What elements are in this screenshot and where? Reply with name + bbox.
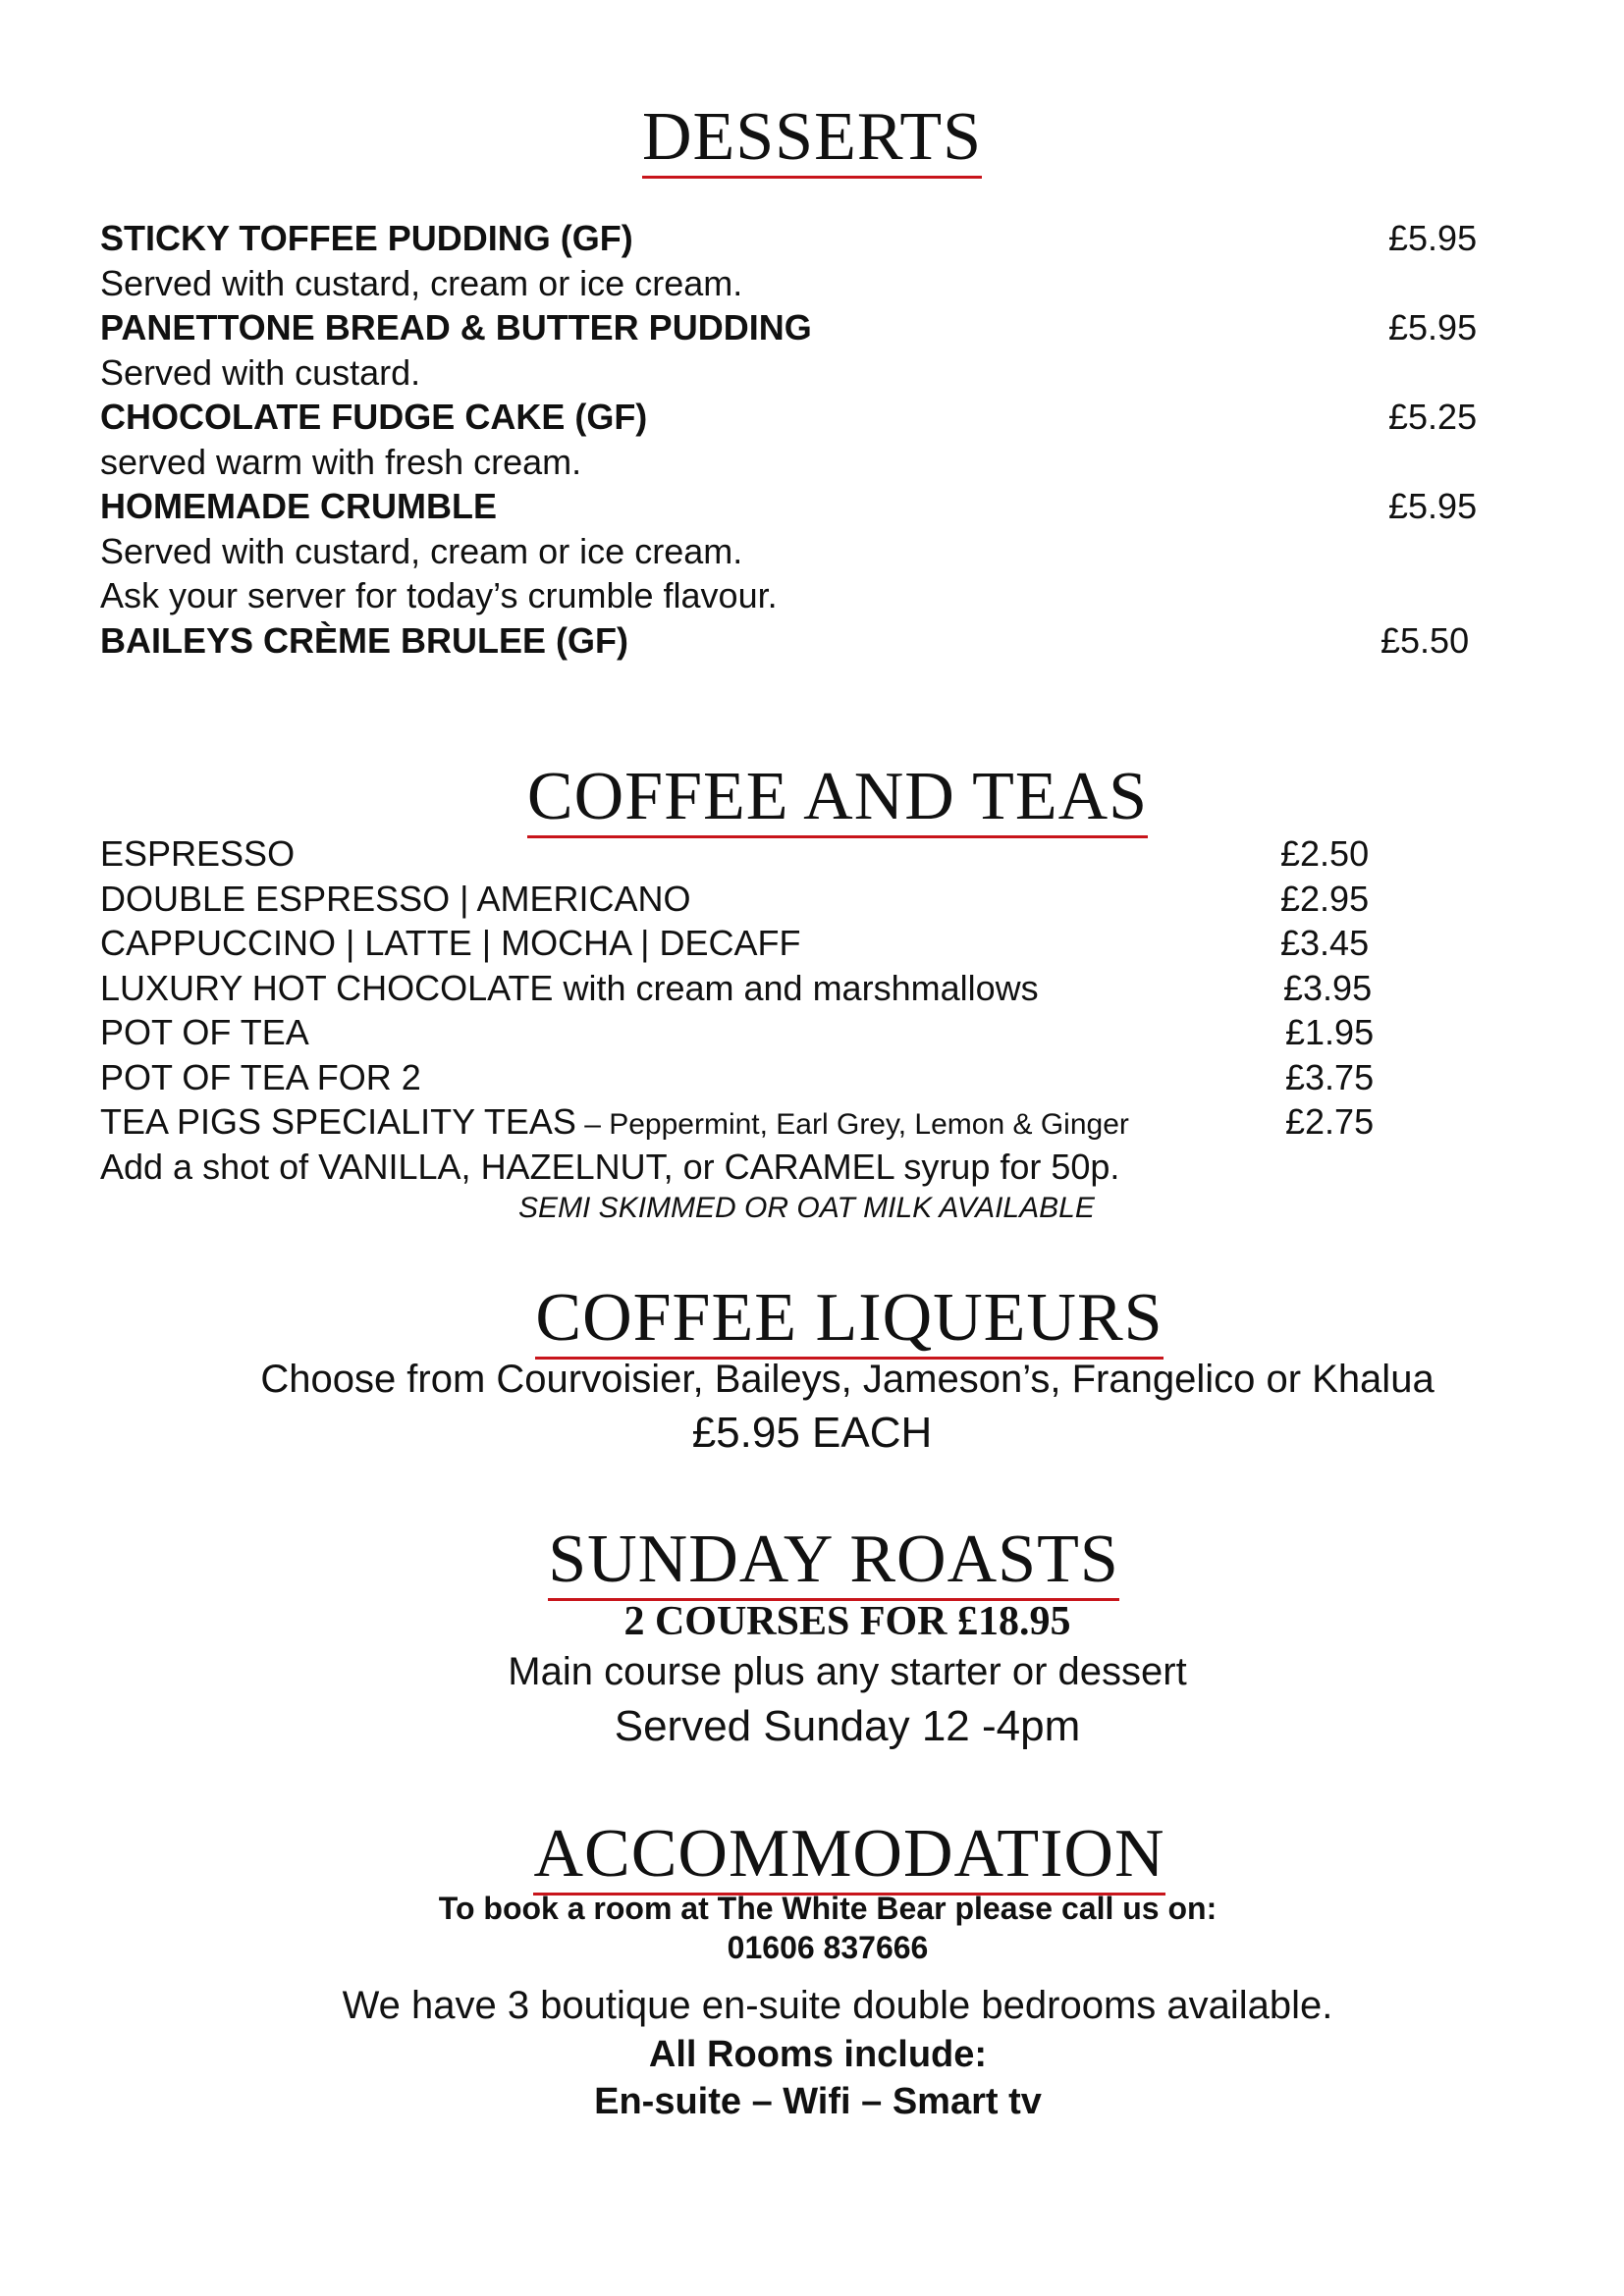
- roasts-heading: SUNDAY ROASTS: [22, 1521, 1624, 1601]
- dessert-item-name: CHOCOLATE FUDGE CAKE (GF): [100, 397, 648, 437]
- dessert-item-price: £5.95: [1388, 218, 1478, 258]
- coffee-item-extra: with cream and marshmallows: [553, 968, 1039, 1008]
- milk-note: SEMI SKIMMED OR OAT MILK AVAILABLE: [518, 1192, 1095, 1224]
- coffee-item-price: £2.75: [1285, 1101, 1375, 1142]
- accommodation-book: To book a room at The White Bear please call us on:: [438, 1891, 1218, 1926]
- roasts-desc: Main course plus any starter or dessert: [508, 1650, 1187, 1693]
- coffee-item-name: CAPPUCCINO | LATTE | MOCHA | DECAFF: [100, 923, 801, 963]
- coffee-item-name: DOUBLE ESPRESSO | AMERICANO: [100, 879, 691, 919]
- coffee-item-name: [100, 968, 1039, 1008]
- syrup-note: Add a shot of VANILLA, HAZELNUT, or CARAMEL syrup for 50p.: [100, 1147, 1120, 1187]
- dessert-item-name: PANETTONE BREAD & BUTTER PUDDING: [100, 307, 812, 347]
- coffee-item-price: £1.95: [1285, 1012, 1375, 1052]
- liqueurs-price: £5.95 EACH: [691, 1409, 933, 1457]
- coffee-item-name: [100, 1101, 1129, 1142]
- coffee-item-main: TEA PIGS SPECIALITY TEAS: [100, 1101, 576, 1142]
- dessert-item-desc: served warm with fresh cream.: [100, 442, 582, 482]
- roasts-offer: 2 COURSES FOR £18.95: [623, 1599, 1071, 1644]
- coffee-item-price: £2.50: [1280, 833, 1370, 874]
- dessert-item-desc: Served with custard.: [100, 352, 421, 393]
- coffee-item-name: POT OF TEA FOR 2: [100, 1057, 421, 1097]
- dessert-item-desc: Ask your server for today’s crumble flavour.: [100, 575, 778, 615]
- dessert-item-price: £5.95: [1388, 307, 1478, 347]
- dessert-item-name: HOMEMADE CRUMBLE: [100, 486, 497, 526]
- dessert-item-price: £5.50: [1380, 620, 1470, 661]
- coffee-item-name: ESPRESSO: [100, 833, 296, 874]
- desserts-heading: DESSERTS: [0, 98, 1624, 179]
- dessert-item-name: BAILEYS CRÈME BRULEE (GF): [100, 620, 629, 661]
- accommodation-include-label: All Rooms include:: [648, 2034, 988, 2075]
- coffee-item-price: £3.95: [1283, 968, 1373, 1008]
- dessert-item-price: £5.25: [1388, 397, 1478, 437]
- liqueurs-choose: Choose from Courvoisier, Baileys, Jameson’s, Frangelico or Khalua: [260, 1358, 1435, 1401]
- coffee-item-price: £3.75: [1285, 1057, 1375, 1097]
- dessert-item-desc: Served with custard, cream or ice cream.: [100, 531, 743, 571]
- accommodation-features: En-suite – Wifi – Smart tv: [594, 2081, 1042, 2122]
- coffee-heading: COFFEE AND TEAS: [26, 758, 1624, 838]
- coffee-item-main: LUXURY HOT CHOCOLATE: [100, 968, 554, 1008]
- dessert-item-desc: Served with custard, cream or ice cream.: [100, 263, 743, 303]
- roasts-served: Served Sunday 12 -4pm: [614, 1702, 1081, 1750]
- accommodation-heading: ACCOMMODATION: [37, 1815, 1624, 1896]
- liqueurs-heading: COFFEE LIQUEURS: [37, 1279, 1624, 1360]
- coffee-item-extra: – Peppermint, Earl Grey, Lemon & Ginger: [575, 1108, 1129, 1141]
- dessert-item-price: £5.95: [1388, 486, 1478, 526]
- coffee-item-price: £3.45: [1280, 923, 1370, 963]
- dessert-item-name: STICKY TOFFEE PUDDING (GF): [100, 218, 633, 258]
- accommodation-phone: 01606 837666: [727, 1930, 929, 1965]
- accommodation-rooms: We have 3 boutique en-suite double bedrooms available.: [342, 1984, 1333, 2027]
- coffee-item-price: £2.95: [1280, 879, 1370, 919]
- coffee-item-name: POT OF TEA: [100, 1012, 309, 1052]
